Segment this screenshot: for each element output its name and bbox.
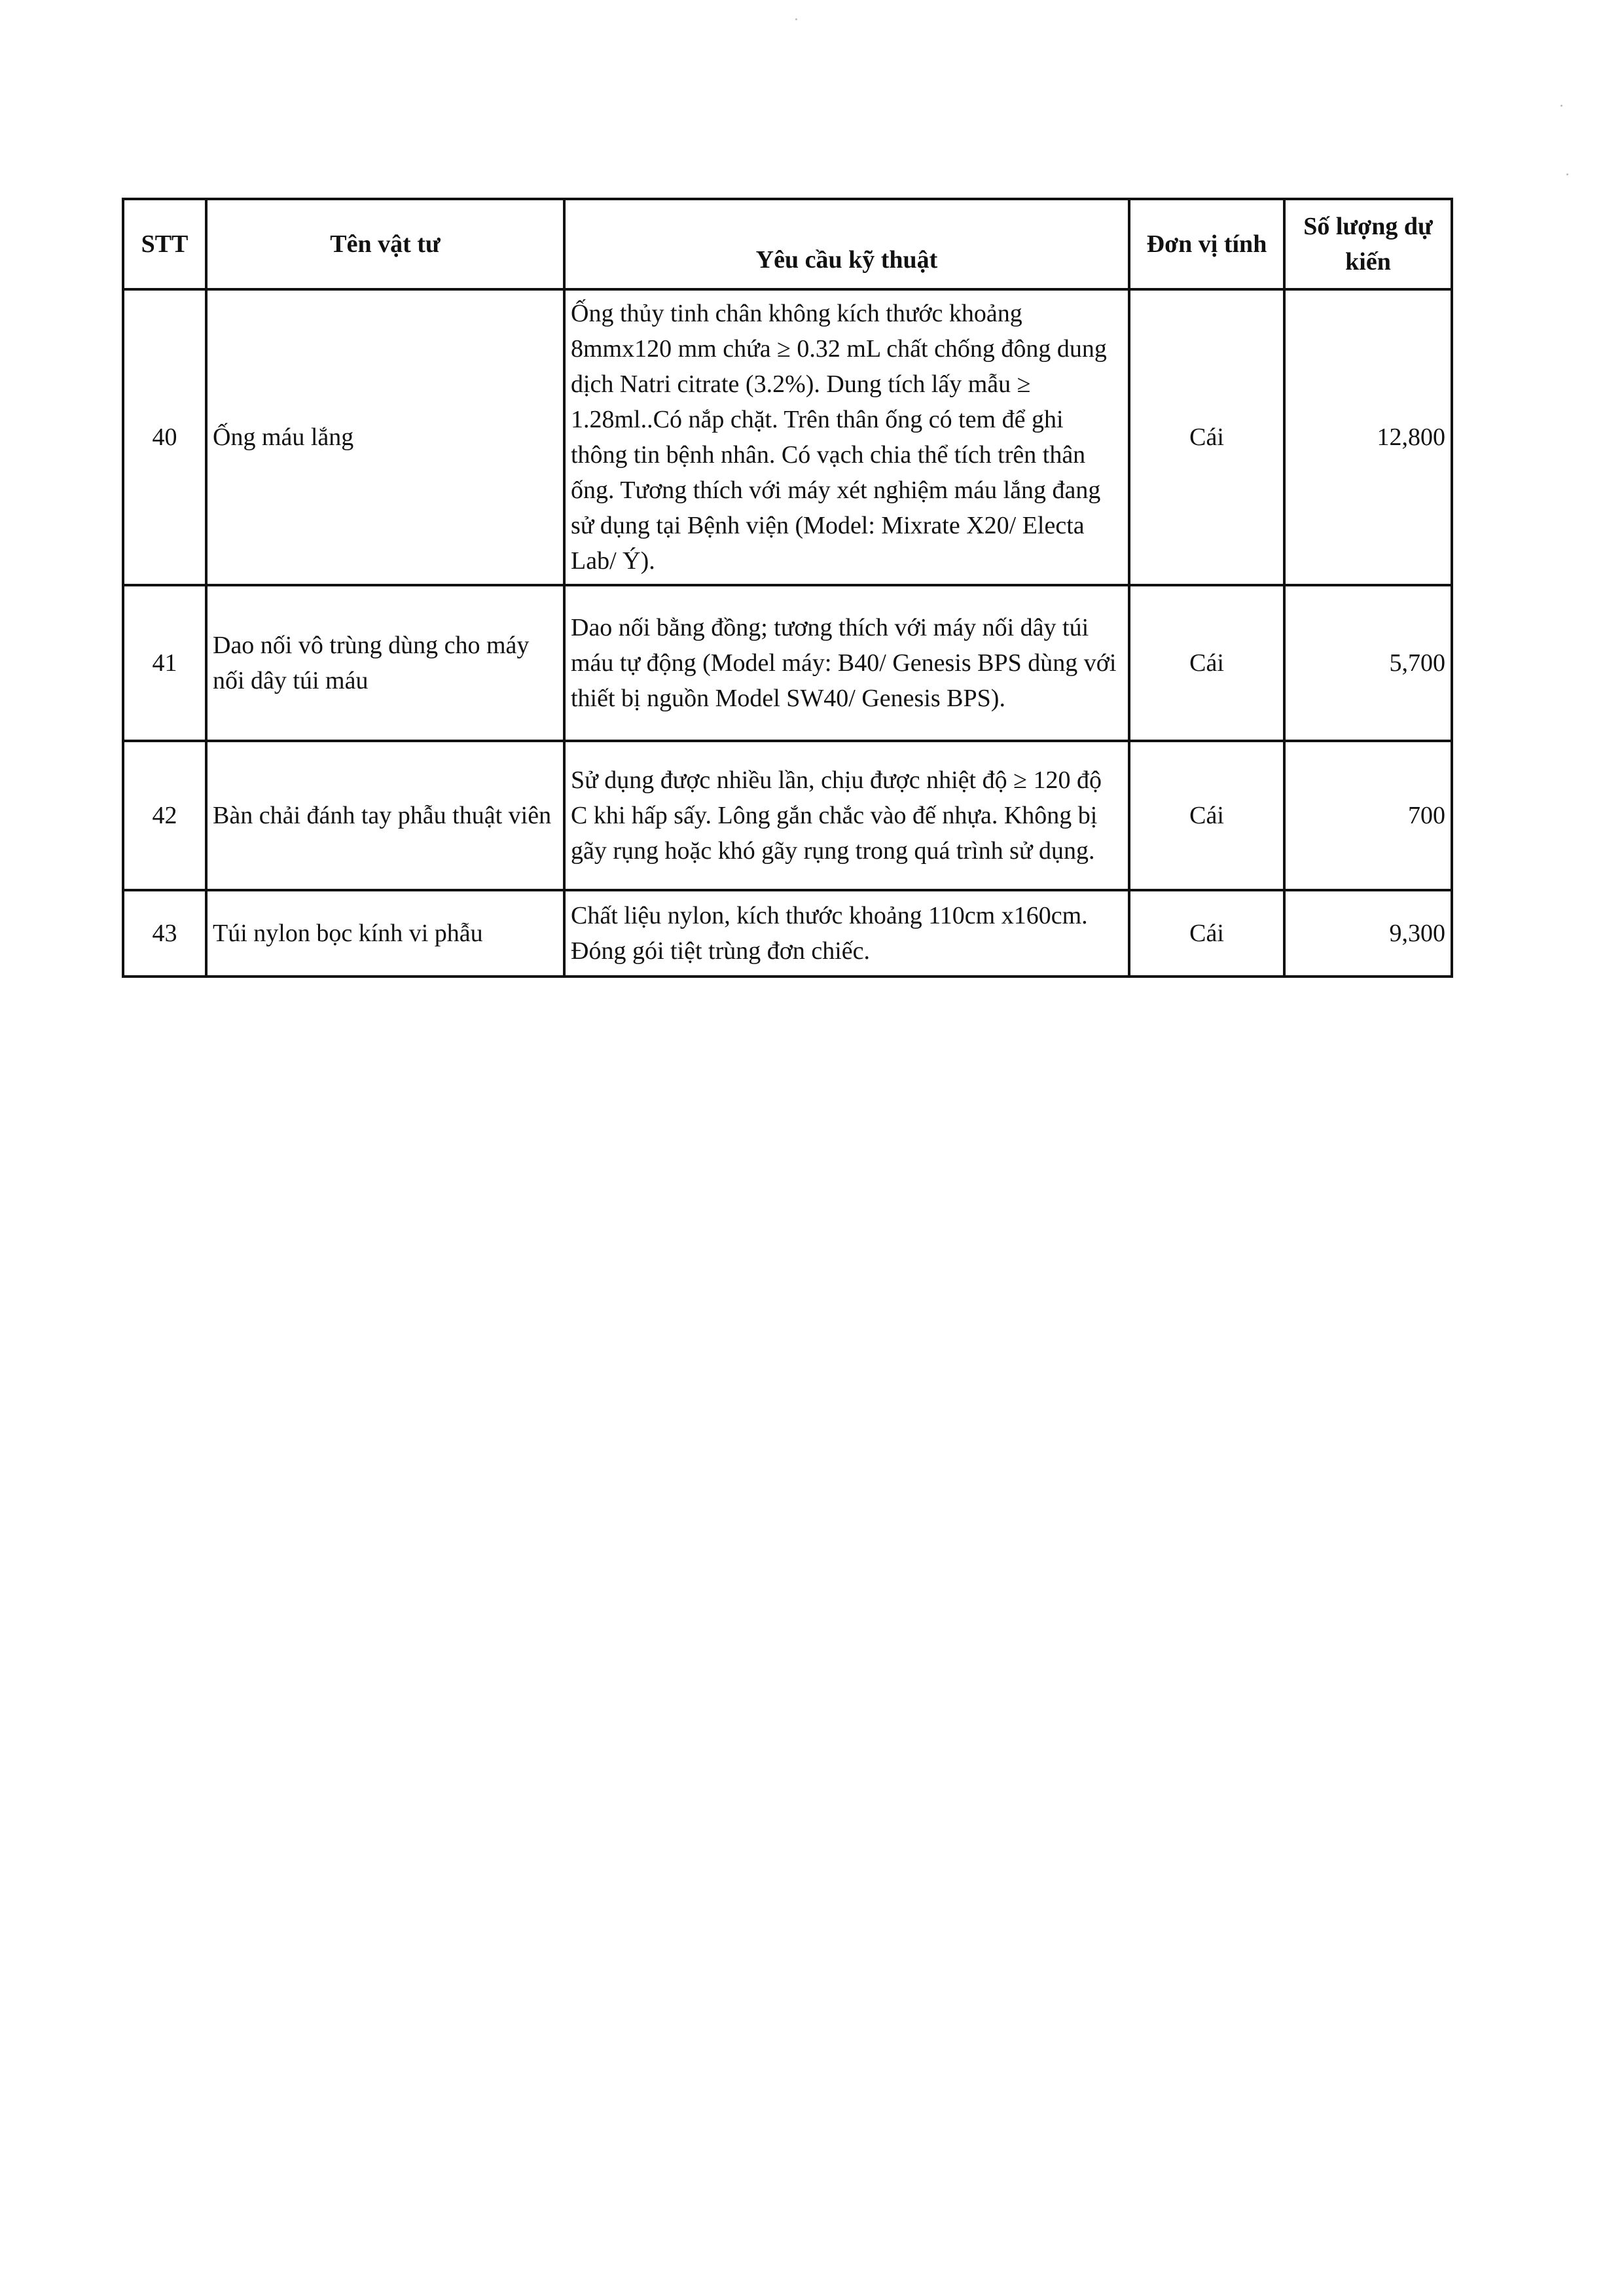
table-row — [123, 890, 1452, 977]
cell-stt: 43 — [123, 890, 206, 977]
header-unit: Đơn vị tính — [1129, 199, 1284, 289]
cell-spec: Sử dụng được nhiều lần, chịu được nhiệt độ ≥ 120 độ C khi hấp sấy. Lông gắn chắc vào đế nhựa. Không bị gãy rụng hoặc khó gãy rụng trong quá trình sử dụng. — [564, 741, 1129, 890]
header-spec: Yêu cầu kỹ thuật — [564, 199, 1129, 289]
cell-spec: Ống thủy tinh chân không kích thước khoảng 8mmx120 mm chứa ≥ 0.32 mL chất chống đông dung dịch Natri citrate (3.2%). Dung tích lấy mẫu ≥ 1.28ml..Có nắp chặt. Trên thân ống có tem để ghi thông tin bệnh nhân. Có vạch chia thể tích trên thân ống. Tương thích với máy xét nghiệm máu lắng đang sử dụng tại Bệnh viện (Model: Mixrate X20/ Electa Lab/ Ý). — [564, 289, 1129, 585]
cell-spec: Dao nối bằng đồng; tương thích với máy nối dây túi máu tự động (Model máy: B40/ Genesis BPS dùng với thiết bị nguồn Model SW40/ Genesis BPS). — [564, 585, 1129, 741]
cell-name: Bàn chải đánh tay phẫu thuật viên — [206, 741, 564, 890]
table-header-row — [123, 199, 1452, 289]
table-row — [123, 585, 1452, 741]
scan-speck — [795, 18, 797, 20]
table-row — [123, 741, 1452, 890]
cell-unit: Cái — [1129, 289, 1284, 585]
header-name: Tên vật tư — [206, 199, 564, 289]
cell-name: Dao nối vô trùng dùng cho máy nối dây túi máu — [206, 585, 564, 741]
scan-speck — [1561, 105, 1562, 107]
cell-unit: Cái — [1129, 890, 1284, 977]
header-qty: Số lượng dự kiến — [1284, 199, 1452, 289]
cell-stt: 40 — [123, 289, 206, 585]
cell-stt: 42 — [123, 741, 206, 890]
header-stt: STT — [123, 199, 206, 289]
scan-speck — [1566, 173, 1568, 175]
supply-table — [122, 198, 1453, 978]
table-row — [123, 289, 1452, 585]
cell-qty: 5,700 — [1284, 585, 1452, 741]
cell-spec: Chất liệu nylon, kích thước khoảng 110cm x160cm. Đóng gói tiệt trùng đơn chiếc. — [564, 890, 1129, 977]
cell-qty: 700 — [1284, 741, 1452, 890]
cell-qty: 12,800 — [1284, 289, 1452, 585]
cell-unit: Cái — [1129, 585, 1284, 741]
cell-name: Túi nylon bọc kính vi phẫu — [206, 890, 564, 977]
cell-unit: Cái — [1129, 741, 1284, 890]
cell-stt: 41 — [123, 585, 206, 741]
cell-qty: 9,300 — [1284, 890, 1452, 977]
cell-name: Ống máu lắng — [206, 289, 564, 585]
